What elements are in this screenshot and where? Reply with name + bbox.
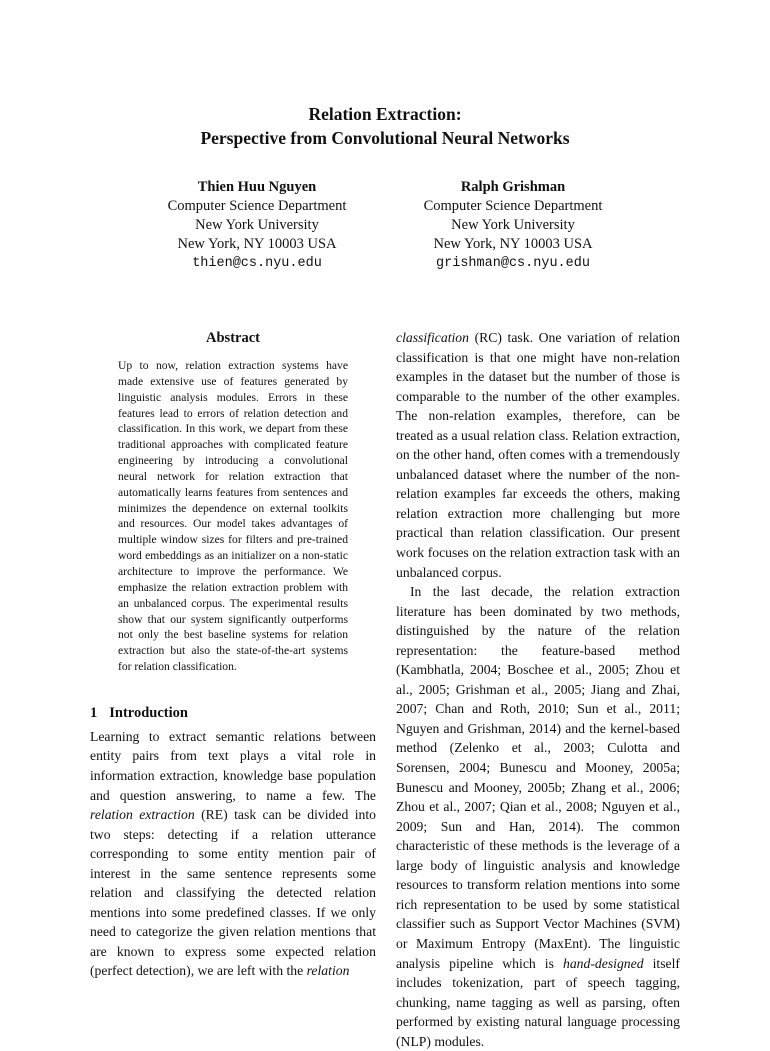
author-department: Computer Science Department	[423, 198, 603, 214]
author-university: New York University	[451, 217, 575, 233]
author-address: New York, NY 10003 USA	[433, 236, 593, 252]
text-run: itself includes tokenization, part of speech tagging, chunking, name tagging as well as parsing, often performed by existing natural language processing (NLP) modules.	[396, 955, 680, 1049]
text-run: (RC) task. One variation of relation classification is that one might have non-relation examples in the dataset but the number of those is comparable to the number of the other examples. The non-relation examples, therefore, can be treated as a usual relation class. Relation extraction, on the other hand, often comes with a tremendously unbalanced dataset where the number of the non-relation examples far exceeds the others, making relation extraction more challenging but more practical than relation classification. Our present work focuses on the relation extraction task with an unbalanced corpus.	[396, 330, 680, 580]
intro-paragraph-1	[90, 727, 376, 981]
paper-title	[0, 102, 770, 150]
author-name: Ralph Grishman	[460, 179, 566, 195]
author-name: Thien Huu Nguyen	[197, 179, 317, 195]
text-run: In the last decade, the relation extraction literature has been dominated by two methods, distinguished by the nature of the relation representation: the feature-based method (Kambhatla, 2004; Boschee et al., 2005; Zhou et al., 2005; Grishman et al., 2005; Jiang and Zhai, 2007; Chan and Roth, 2010; Sun et al., 2011; Nguyen and Grishman, 2014) and the kernel-based method (Zelenko et al., 2003; Culotta and Sorensen, 2004; Bunescu and Mooney, 2005a; Bunescu and Mooney, 2005b; Zhang et al., 2006; Zhou et al., 2007; Qian et al., 2008; Nguyen et al., 2009; Sun and Han, 2014). The common characteristic of these methods is the leverage of a large body of linguistic analysis and knowledge resources to transform relation mentions into some rich representation to be used by some statistical classifier such as Support Vector Machines (SVM) or Maximum Entropy (MaxEnt). The linguistic analysis pipeline which is	[396, 584, 680, 971]
text-run: Learning to extract semantic relations between entity pairs from text plays a vital role in information extraction, knowledge base population and question answering, to name a few. The	[90, 728, 376, 803]
emphasis-text: classification	[396, 330, 469, 345]
right-column	[396, 328, 680, 1051]
author-email: grishman@cs.nyu.edu	[436, 256, 590, 271]
section-heading-introduction	[90, 703, 376, 723]
author-department: Computer Science Department	[167, 198, 347, 214]
emphasis-text: relation extraction	[90, 807, 195, 823]
left-column	[90, 328, 376, 981]
intro-paragraph-2	[396, 582, 680, 1051]
author-university: New York University	[195, 217, 319, 233]
intro-paragraph-1-continued	[396, 328, 680, 582]
section-title: Introduction	[109, 704, 188, 721]
abstract-heading: Abstract	[206, 330, 260, 346]
abstract-text: Up to now, relation extraction systems have made extensive use of features generated by linguistic analysis modules. Errors in these features lead to errors of relation detection and classification. In this work, we depart from these traditional approaches with complicated feature engineering by introducing a convolutional neural network for relation extraction that automatically learns features from sentences and minimizes the dependence on external toolkits and resources. Our model takes advantages of multiple window sizes for filters and pre-trained word embeddings as an initializer on a non-static architecture to improve the performance. We emphasize the relation extraction problem with an unbalanced corpus. The experimental results show that our system significantly outperforms not only the best baseline systems for relation extraction but also the state-of-the-art systems for relation classification.	[118, 359, 348, 674]
title-line-1: Relation Extraction:	[308, 104, 462, 124]
title-line-2: Perspective from Convolutional Neural Networks	[200, 128, 570, 148]
emphasis-text: relation	[306, 963, 350, 979]
author-block-1	[137, 178, 377, 273]
text-run: (RE) task can be divided into two steps: detecting if a relation utterance corresponding to some entity mention pair of interest in the same sentence represents some relation and classifying the detected relation mentions into some predefined classes. If we only need to categorize the given relation mentions that are known to express some expected relation (perfect detection), we are left with the	[90, 807, 376, 979]
author-address: New York, NY 10003 USA	[177, 236, 337, 252]
author-email: thien@cs.nyu.edu	[192, 256, 322, 271]
emphasis-text: hand-designed	[562, 955, 644, 971]
author-block-2	[393, 178, 633, 273]
section-number: 1	[90, 704, 98, 721]
